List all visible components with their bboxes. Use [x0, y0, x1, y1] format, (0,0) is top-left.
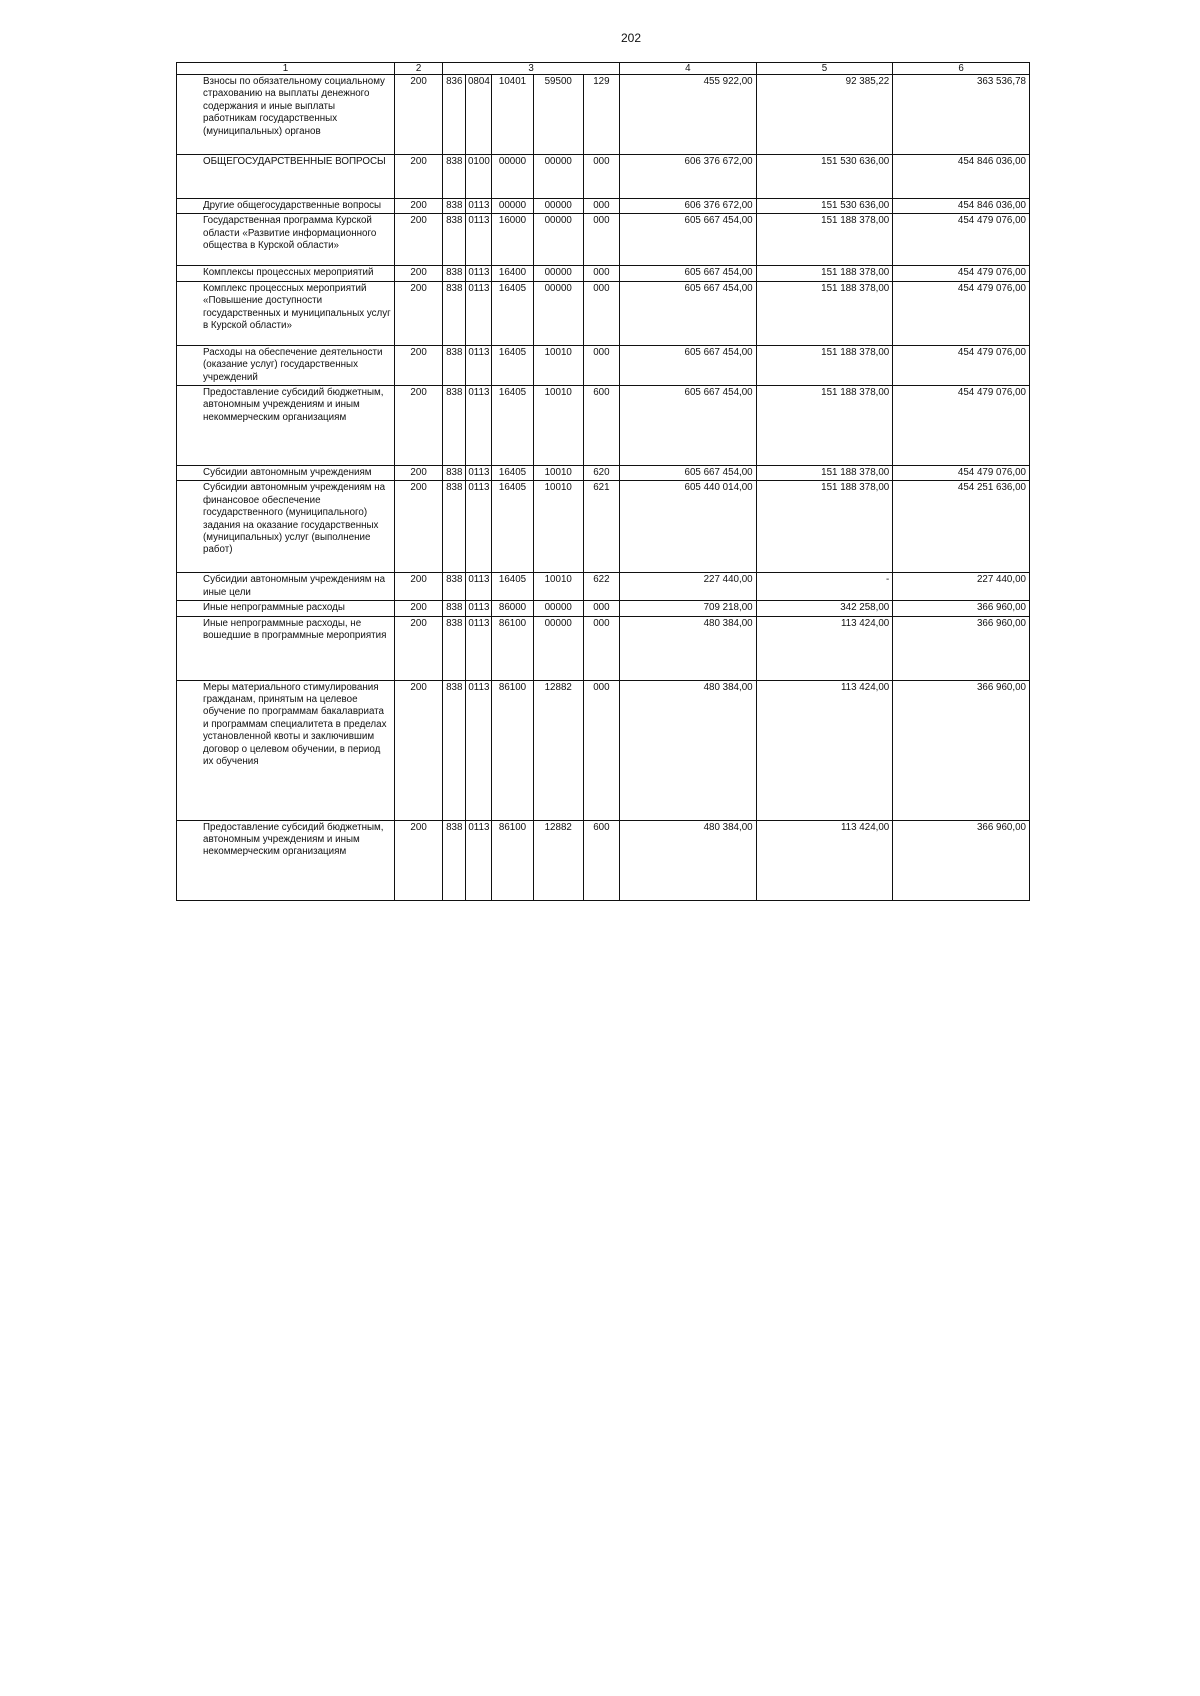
- row-code: 200: [395, 820, 443, 900]
- row-direction: 59500: [533, 75, 583, 155]
- row-vr: 000: [583, 266, 619, 281]
- row-name: Меры материального стимулирования гражданам, принятым на целевое обучение по программам бакалавриата и программам специалитета в пределах установленной квоты и заключившим договор о целевом обучении, в период их обучения: [177, 680, 395, 820]
- row-grbs: 838: [443, 199, 466, 214]
- row-value-5: 151 188 378,00: [756, 466, 893, 481]
- row-code: 200: [395, 386, 443, 466]
- row-value-4: 605 667 454,00: [620, 281, 757, 345]
- row-grbs: 838: [443, 680, 466, 820]
- row-value-6: 454 479 076,00: [893, 345, 1030, 385]
- row-section: 0113: [466, 266, 492, 281]
- row-code: 200: [395, 345, 443, 385]
- row-section: 0113: [466, 680, 492, 820]
- row-grbs: 838: [443, 266, 466, 281]
- row-section: 0113: [466, 820, 492, 900]
- row-name: Иные непрограммные расходы, не вошедшие в программные мероприятия: [177, 616, 395, 680]
- row-direction: 12882: [533, 820, 583, 900]
- row-vr: 000: [583, 155, 619, 199]
- row-direction: 12882: [533, 680, 583, 820]
- row-direction: 10010: [533, 345, 583, 385]
- row-code: 200: [395, 616, 443, 680]
- row-name: Предоставление субсидий бюджетным, автономным учреждениям и иным некоммерческим организациям: [177, 386, 395, 466]
- row-vr: 000: [583, 281, 619, 345]
- row-section: 0100: [466, 155, 492, 199]
- row-program: 16000: [492, 214, 533, 266]
- row-program: 16405: [492, 481, 533, 573]
- row-value-5: 151 188 378,00: [756, 481, 893, 573]
- row-value-6: 454 846 036,00: [893, 155, 1030, 199]
- row-value-6: 454 479 076,00: [893, 466, 1030, 481]
- row-name: Иные непрограммные расходы: [177, 601, 395, 616]
- table-row: [177, 155, 1030, 199]
- row-value-6: 454 846 036,00: [893, 199, 1030, 214]
- row-section: 0113: [466, 616, 492, 680]
- table-row: [177, 199, 1030, 214]
- row-direction: 00000: [533, 199, 583, 214]
- row-vr: 000: [583, 199, 619, 214]
- row-value-5: 113 424,00: [756, 820, 893, 900]
- row-vr: 000: [583, 680, 619, 820]
- row-value-4: 605 667 454,00: [620, 386, 757, 466]
- row-value-5: 151 188 378,00: [756, 281, 893, 345]
- row-vr: 620: [583, 466, 619, 481]
- row-grbs: 838: [443, 481, 466, 573]
- row-code: 200: [395, 214, 443, 266]
- row-value-4: 606 376 672,00: [620, 199, 757, 214]
- table-row: [177, 573, 1030, 601]
- row-direction: 00000: [533, 601, 583, 616]
- row-value-4: 605 667 454,00: [620, 345, 757, 385]
- row-program: 16405: [492, 386, 533, 466]
- table-row: [177, 820, 1030, 900]
- table-row: [177, 466, 1030, 481]
- row-program: 86000: [492, 601, 533, 616]
- row-value-5: 151 188 378,00: [756, 345, 893, 385]
- row-name: Комплексы процессных мероприятий: [177, 266, 395, 281]
- row-name: Комплекс процессных мероприятий «Повышение доступности государственных и муниципальных услуг в Курской области»: [177, 281, 395, 345]
- row-value-6: 366 960,00: [893, 820, 1030, 900]
- row-value-4: 480 384,00: [620, 616, 757, 680]
- row-value-5: 151 530 636,00: [756, 155, 893, 199]
- table-row: [177, 266, 1030, 281]
- row-program: 00000: [492, 155, 533, 199]
- row-code: 200: [395, 481, 443, 573]
- row-value-5: 113 424,00: [756, 680, 893, 820]
- row-value-4: 480 384,00: [620, 820, 757, 900]
- row-value-4: 605 667 454,00: [620, 466, 757, 481]
- row-section: 0113: [466, 199, 492, 214]
- row-direction: 00000: [533, 281, 583, 345]
- row-grbs: 838: [443, 386, 466, 466]
- table-row: [177, 345, 1030, 385]
- row-program: 16405: [492, 573, 533, 601]
- row-vr: 621: [583, 481, 619, 573]
- row-code: 200: [395, 466, 443, 481]
- row-vr: 000: [583, 616, 619, 680]
- row-grbs: 836: [443, 75, 466, 155]
- row-program: 16405: [492, 466, 533, 481]
- row-name: ОБЩЕГОСУДАРСТВЕННЫЕ ВОПРОСЫ: [177, 155, 395, 199]
- row-code: 200: [395, 75, 443, 155]
- row-name: Субсидии автономным учреждениям: [177, 466, 395, 481]
- row-value-6: 227 440,00: [893, 573, 1030, 601]
- row-direction: 00000: [533, 214, 583, 266]
- row-value-4: 606 376 672,00: [620, 155, 757, 199]
- row-value-6: 366 960,00: [893, 680, 1030, 820]
- row-direction: 00000: [533, 616, 583, 680]
- table-row: [177, 281, 1030, 345]
- row-section: 0113: [466, 481, 492, 573]
- row-value-5: 151 188 378,00: [756, 214, 893, 266]
- row-value-4: 605 667 454,00: [620, 214, 757, 266]
- row-grbs: 838: [443, 616, 466, 680]
- row-name: Субсидии автономным учреждениям на иные цели: [177, 573, 395, 601]
- column-header-5: 5: [756, 63, 893, 75]
- row-program: 16405: [492, 345, 533, 385]
- row-vr: 000: [583, 214, 619, 266]
- column-header-1: 1: [177, 63, 395, 75]
- row-value-4: 227 440,00: [620, 573, 757, 601]
- table-row: [177, 481, 1030, 573]
- row-grbs: 838: [443, 820, 466, 900]
- row-section: 0113: [466, 281, 492, 345]
- row-value-6: 454 479 076,00: [893, 386, 1030, 466]
- row-value-5: 92 385,22: [756, 75, 893, 155]
- row-grbs: 838: [443, 573, 466, 601]
- row-program: 86100: [492, 680, 533, 820]
- row-value-6: 454 479 076,00: [893, 266, 1030, 281]
- row-section: 0113: [466, 466, 492, 481]
- row-section: 0113: [466, 386, 492, 466]
- row-name: Предоставление субсидий бюджетным, автономным учреждениям и иным некоммерческим организациям: [177, 820, 395, 900]
- row-name: Другие общегосударственные вопросы: [177, 199, 395, 214]
- row-value-4: 455 922,00: [620, 75, 757, 155]
- row-direction: 10010: [533, 573, 583, 601]
- row-value-4: 605 440 014,00: [620, 481, 757, 573]
- row-value-6: 454 251 636,00: [893, 481, 1030, 573]
- column-header-2: 2: [395, 63, 443, 75]
- row-program: 16405: [492, 281, 533, 345]
- row-value-5: 151 530 636,00: [756, 199, 893, 214]
- row-code: 200: [395, 155, 443, 199]
- row-value-6: 363 536,78: [893, 75, 1030, 155]
- row-program: 16400: [492, 266, 533, 281]
- row-name: Взносы по обязательному социальному страхованию на выплаты денежного содержания и иные выплаты работникам государственных (муниципальных) органов: [177, 75, 395, 155]
- row-vr: 600: [583, 820, 619, 900]
- row-direction: 00000: [533, 266, 583, 281]
- row-vr: 600: [583, 386, 619, 466]
- row-code: 200: [395, 601, 443, 616]
- row-grbs: 838: [443, 214, 466, 266]
- row-value-5: 342 258,00: [756, 601, 893, 616]
- row-program: 00000: [492, 199, 533, 214]
- row-name: Субсидии автономным учреждениям на финансовое обеспечение государственного (муниципального) задания на оказание государственных (муниципальных) услуг (выполнение работ): [177, 481, 395, 573]
- column-header-4: 4: [620, 63, 757, 75]
- table-row: [177, 386, 1030, 466]
- page-number: 202: [620, 31, 642, 45]
- row-value-5: 151 188 378,00: [756, 266, 893, 281]
- row-section: 0113: [466, 345, 492, 385]
- row-value-5: -: [756, 573, 893, 601]
- row-grbs: 838: [443, 466, 466, 481]
- row-value-6: 454 479 076,00: [893, 214, 1030, 266]
- row-grbs: 838: [443, 155, 466, 199]
- row-grbs: 838: [443, 601, 466, 616]
- row-value-6: 454 479 076,00: [893, 281, 1030, 345]
- row-direction: 10010: [533, 386, 583, 466]
- row-code: 200: [395, 199, 443, 214]
- header-row: [177, 63, 1030, 75]
- column-header-3: 3: [443, 63, 620, 75]
- row-direction: 10010: [533, 466, 583, 481]
- budget-table: [176, 62, 1030, 901]
- table-row: [177, 616, 1030, 680]
- row-grbs: 838: [443, 281, 466, 345]
- row-code: 200: [395, 266, 443, 281]
- row-value-4: 605 667 454,00: [620, 266, 757, 281]
- row-program: 86100: [492, 820, 533, 900]
- table-row: [177, 214, 1030, 266]
- row-section: 0804: [466, 75, 492, 155]
- column-header-6: 6: [893, 63, 1030, 75]
- row-code: 200: [395, 573, 443, 601]
- row-program: 10401: [492, 75, 533, 155]
- row-name: Расходы на обеспечение деятельности (оказание услуг) государственных учреждений: [177, 345, 395, 385]
- row-section: 0113: [466, 214, 492, 266]
- row-value-4: 709 218,00: [620, 601, 757, 616]
- row-section: 0113: [466, 601, 492, 616]
- table-row: [177, 680, 1030, 820]
- row-section: 0113: [466, 573, 492, 601]
- row-value-5: 113 424,00: [756, 616, 893, 680]
- row-value-5: 151 188 378,00: [756, 386, 893, 466]
- row-vr: 622: [583, 573, 619, 601]
- row-program: 86100: [492, 616, 533, 680]
- table-body: [177, 75, 1030, 901]
- row-name: Государственная программа Курской области «Развитие информационного общества в Курской области»: [177, 214, 395, 266]
- table-row: [177, 601, 1030, 616]
- table-row: [177, 75, 1030, 155]
- row-direction: 10010: [533, 481, 583, 573]
- row-grbs: 838: [443, 345, 466, 385]
- row-value-6: 366 960,00: [893, 616, 1030, 680]
- row-vr: 000: [583, 601, 619, 616]
- row-code: 200: [395, 281, 443, 345]
- row-vr: 129: [583, 75, 619, 155]
- row-value-6: 366 960,00: [893, 601, 1030, 616]
- row-code: 200: [395, 680, 443, 820]
- row-vr: 000: [583, 345, 619, 385]
- row-direction: 00000: [533, 155, 583, 199]
- row-value-4: 480 384,00: [620, 680, 757, 820]
